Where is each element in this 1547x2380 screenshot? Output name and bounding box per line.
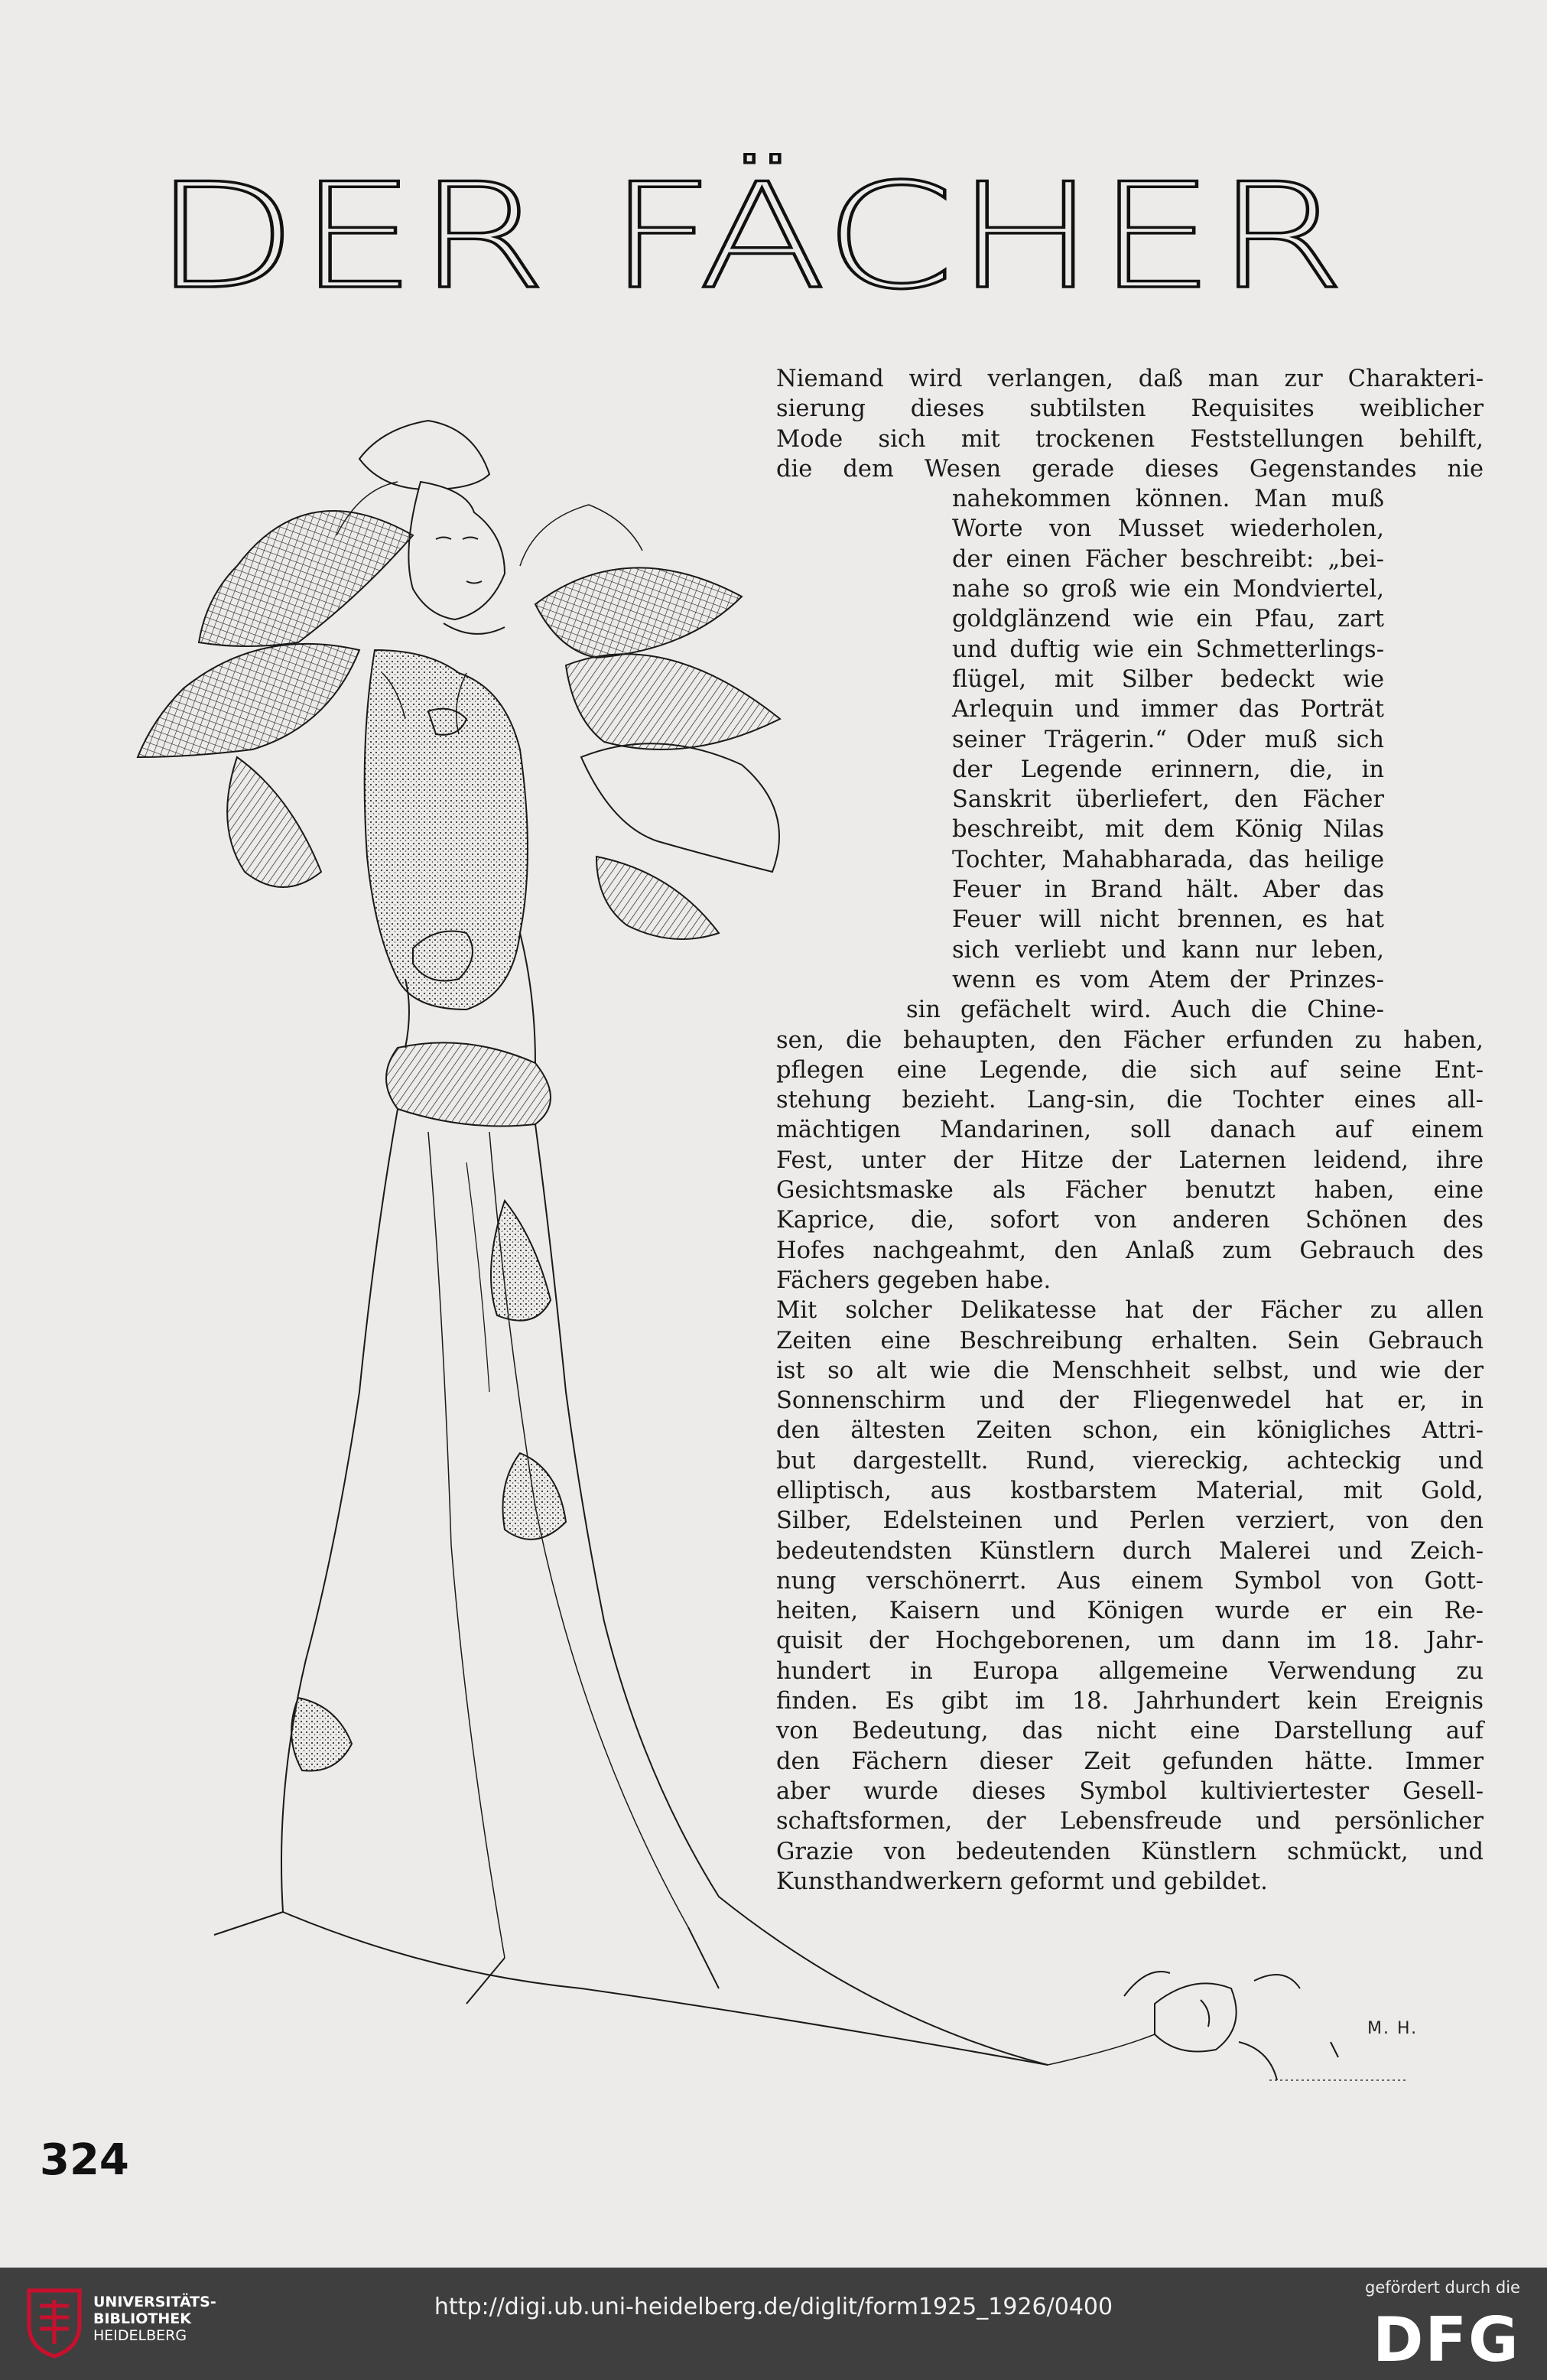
article-line: den ältesten Zeiten schon, ein königliches Attri- [776, 1417, 1484, 1445]
library-name-line2: BIBLIOTHEK [93, 2310, 191, 2327]
funded-by-label: gefördert durch die [1365, 2278, 1520, 2297]
article-line: pflegen eine Legende, die sich auf seine Ent- [776, 1056, 1484, 1084]
author-signature: M. H. [1367, 2019, 1419, 2038]
article-line: wenn es vom Atem der Prinzes- [952, 966, 1384, 993]
article-line: sin gefächelt wird. Auch die Chine- [906, 997, 1384, 1024]
article-line: Kunsthandwerkern geformt und gebildet. [776, 1868, 1268, 1895]
article-line: Grazie von bedeutenden Künstlern schmückt, und [776, 1838, 1484, 1865]
article-line: finden. Es gibt im 18. Jahrhundert kein Ereignis [776, 1688, 1484, 1715]
article-line: but dargestellt. Rund, viereckig, achteckig und [776, 1447, 1484, 1474]
article-body [776, 364, 1484, 1897]
article-line: ist so alt wie die Menschheit selbst, und wie der [776, 1357, 1484, 1384]
article-line: Gesichtsmaske als Fächer benutzt haben, eine [776, 1177, 1484, 1205]
article-line: nung verschönerrt. Aus einem Symbol von Gott- [776, 1567, 1484, 1595]
article-line: Niemand wird verlangen, daß man zur Charakteri- [776, 366, 1484, 392]
article-line: und duftig wie ein Schmetterlings- [952, 636, 1384, 663]
article-line: sen, die behaupten, den Fächer erfunden zu haben, [776, 1026, 1484, 1054]
article-line: Worte von Musset wiederholen, [952, 515, 1384, 543]
article-line: stehung bezieht. Lang-sin, die Tochter eines all- [776, 1087, 1484, 1114]
article-line: goldglänzend wie ein Pfau, zart [952, 606, 1384, 633]
article-line: Feuer will nicht brennen, es hat [952, 906, 1384, 934]
article-line: Zeiten eine Beschreibung erhalten. Sein Gebrauch [776, 1327, 1484, 1354]
page-title-text: DER FÄCHER [153, 153, 1346, 306]
article-line: hundert in Europa allgemeine Verwendung zu [776, 1657, 1484, 1685]
article-line: Sanskrit überliefert, den Fächer [952, 786, 1384, 814]
article-line: mächtigen Mandarinen, soll danach auf einem [776, 1117, 1484, 1144]
article-line: nahe so groß wie ein Mondviertel, [952, 576, 1384, 603]
article-line: Feuer in Brand hält. Aber das [952, 876, 1384, 904]
article-line: Fächers gegeben habe. [776, 1266, 1051, 1294]
article-line: von Bedeutung, das nicht eine Darstellung auf [776, 1718, 1484, 1745]
article-line: Tochter, Mahabharada, das heilige [952, 846, 1384, 873]
article-line: aber wurde dieses Symbol kultiviertester Gesell- [776, 1777, 1484, 1805]
article-line: sich verliebt und kann nur leben, [952, 936, 1384, 964]
source-url-link[interactable]: http://digi.ub.uni-heidelberg.de/diglit/form1925_1926/0400 [434, 2294, 1113, 2320]
article-line: sierung dieses subtilsten Requisites weiblicher [776, 395, 1484, 423]
article-line: seiner Trägerin.“ Oder muß sich [952, 726, 1384, 753]
article-line: Arlequin und immer das Porträt [952, 696, 1384, 723]
article-line: flügel, mit Silber bedeckt wie [952, 665, 1384, 693]
page-number: 324 [40, 2135, 129, 2185]
article-line: die dem Wesen gerade dieses Gegenstandes nie [776, 455, 1484, 483]
article-line: Kaprice, die, sofort von anderen Schönen des [776, 1207, 1484, 1234]
article-line: Hofes nachgeahmt, den Anlaß zum Gebrauch des [776, 1237, 1484, 1264]
article-line: Mit solcher Delikatesse hat der Fächer zu allen [776, 1297, 1484, 1325]
library-name-line1: UNIVERSITÄTS- [93, 2294, 216, 2310]
article-line: der einen Fächer beschreibt: „bei- [952, 545, 1384, 573]
article-line: der Legende erinnern, die, in [952, 756, 1384, 783]
article-line: quisit der Hochgeborenen, um dann im 18. Jahr- [776, 1627, 1484, 1655]
article-line: heiten, Kaisern und Königen wurde er ein Re- [776, 1598, 1484, 1625]
article-line: Fest, unter der Hitze der Laternen leidend, ihre [776, 1146, 1484, 1174]
digitization-footer [0, 2268, 1547, 2380]
article-line: bedeutendsten Künstlern durch Malerei und Zeich- [776, 1537, 1484, 1565]
page-title [115, 153, 1384, 306]
dfg-logo: DFG [1373, 2304, 1520, 2375]
article-line: den Fächern dieser Zeit gefunden hätte. Immer [776, 1748, 1484, 1775]
article-line: nahekommen können. Man muß [952, 486, 1384, 513]
article-line: schaftsformen, der Lebensfreude und persönlicher [776, 1808, 1484, 1835]
article-line: Mode sich mit trockenen Feststellungen behilft, [776, 425, 1484, 453]
article-line: elliptisch, aus kostbarstem Material, mit Gold, [776, 1477, 1484, 1504]
library-name-line3: HEIDELBERG [93, 2327, 187, 2344]
article-line: Sonnenschirm und der Fliegenwedel hat er, in [776, 1387, 1484, 1415]
article-line: Silber, Edelsteinen und Perlen verziert, von den [776, 1507, 1484, 1535]
article-line: beschreibt, mit dem König Nilas [952, 816, 1384, 844]
